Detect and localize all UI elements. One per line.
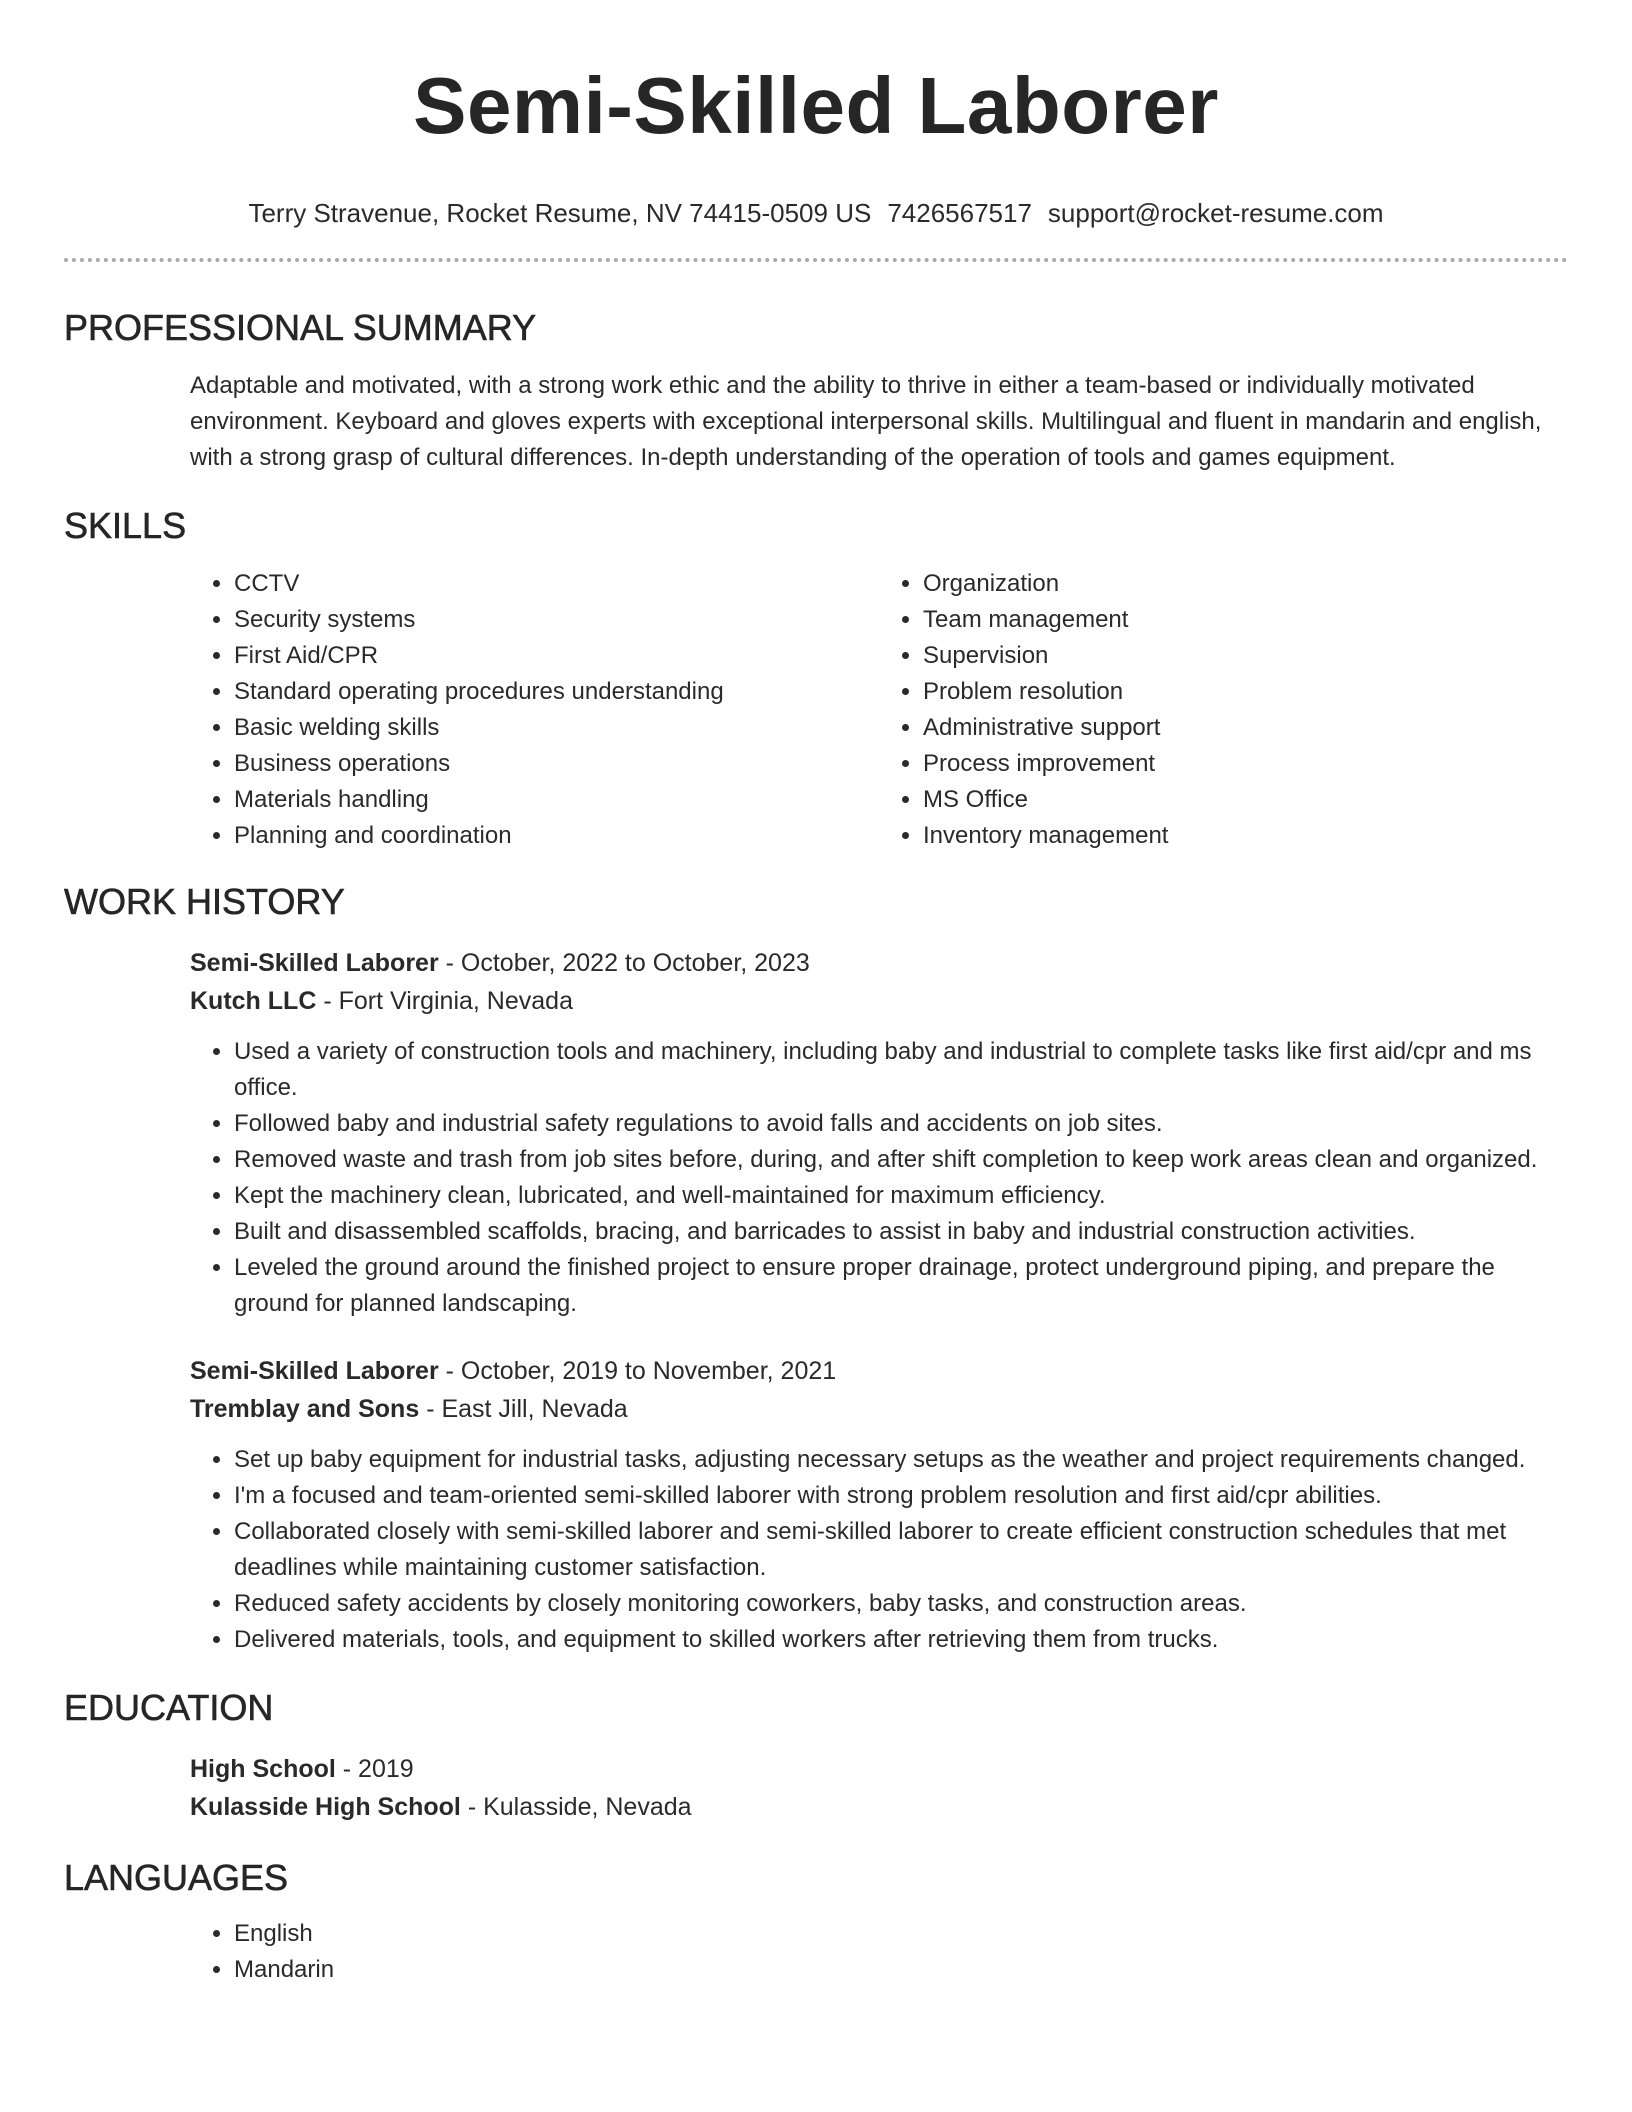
job-bullet: • Followed baby and industrial safety regulations to avoid falls and accidents on job sites. <box>234 1106 1568 1142</box>
skill-item: • Basic welding skills <box>234 710 879 746</box>
skills-heading: SKILLS <box>64 505 187 546</box>
skill-item: • MS Office <box>923 782 1568 818</box>
contact-address: Terry Stravenue, Rocket Resume, NV 74415-0509 US <box>248 198 872 228</box>
skill-item: • Inventory management <box>923 818 1568 854</box>
skill-item: • Planning and coordination <box>234 818 879 854</box>
education-year: - 2019 <box>335 1755 414 1783</box>
skill-item: • Security systems <box>234 602 879 638</box>
languages-heading: LANGUAGES <box>64 1857 289 1898</box>
job-bullet: • Used a variety of construction tools and machinery, including baby and industrial to complete tasks like first aid/cpr and ms office. <box>234 1034 1568 1106</box>
job-bullet: • Delivered materials, tools, and equipment to skilled workers after retrieving them from trucks. <box>234 1622 1568 1658</box>
job-entry <box>190 944 1568 1322</box>
job-bullet: • Collaborated closely with semi-skilled laborer and semi-skilled laborer to create efficient construction schedules that met deadlines while maintaining customer satisfaction. <box>234 1514 1568 1586</box>
job-bullets <box>190 1442 1568 1658</box>
job-bullet: • Removed waste and trash from job sites before, during, and after shift completion to keep work areas clean and organized. <box>234 1142 1568 1178</box>
resume-page <box>64 0 1568 1988</box>
job-bullet: • I'm a focused and team-oriented semi-skilled laborer with strong problem resolution and first aid/cpr abilities. <box>234 1478 1568 1514</box>
contact-line <box>64 196 1568 230</box>
languages-list <box>190 1916 1568 1988</box>
job-bullet: • Set up baby equipment for industrial tasks, adjusting necessary setups as the weather and project requirements changed. <box>234 1442 1568 1478</box>
job-title-line <box>190 944 1568 982</box>
job-company: Kutch LLC <box>190 987 317 1015</box>
skill-item: • Organization <box>923 566 1568 602</box>
skill-item: • First Aid/CPR <box>234 638 879 674</box>
header-divider <box>64 258 1568 262</box>
job-location: - East Jill, Nevada <box>419 1395 628 1423</box>
language-item: • English <box>234 1916 1568 1952</box>
education-degree-line <box>190 1750 1568 1788</box>
skills-column-right <box>879 566 1568 854</box>
work-history-heading: WORK HISTORY <box>64 881 345 922</box>
skill-item: • Supervision <box>923 638 1568 674</box>
job-dates: - October, 2019 to November, 2021 <box>438 1357 837 1385</box>
job-company: Tremblay and Sons <box>190 1395 420 1423</box>
skill-item: • Problem resolution <box>923 674 1568 710</box>
summary-heading: PROFESSIONAL SUMMARY <box>64 307 537 348</box>
job-bullet: • Reduced safety accidents by closely monitoring coworkers, baby tasks, and construction areas. <box>234 1586 1568 1622</box>
education-entry <box>190 1750 1568 1826</box>
job-title-line <box>190 1352 1568 1390</box>
education-location: - Kulasside, Nevada <box>460 1793 692 1821</box>
skill-item: • Team management <box>923 602 1568 638</box>
skill-item: • CCTV <box>234 566 879 602</box>
skills-column-left <box>190 566 879 854</box>
job-bullet: • Leveled the ground around the finished project to ensure proper drainage, protect underground piping, and prepare the ground for planned landscaping. <box>234 1250 1568 1322</box>
contact-phone: 7426567517 <box>887 198 1032 228</box>
job-dates: - October, 2022 to October, 2023 <box>438 949 810 977</box>
job-bullets <box>190 1034 1568 1322</box>
job-location: - Fort Virginia, Nevada <box>316 987 573 1015</box>
skill-item: • Materials handling <box>234 782 879 818</box>
job-company-line <box>190 1390 1568 1428</box>
education-school: Kulasside High School <box>190 1793 461 1821</box>
skill-item: • Standard operating procedures understanding <box>234 674 879 710</box>
education-school-line <box>190 1788 1568 1826</box>
resume-title: Semi-Skilled Laborer <box>413 61 1219 150</box>
job-bullet: • Built and disassembled scaffolds, bracing, and barricades to assist in baby and industrial construction activities. <box>234 1214 1568 1250</box>
job-entry <box>190 1352 1568 1658</box>
job-role: Semi-Skilled Laborer <box>190 1357 439 1385</box>
skill-item: • Process improvement <box>923 746 1568 782</box>
education-heading: EDUCATION <box>64 1687 274 1728</box>
skill-item: • Business operations <box>234 746 879 782</box>
languages-bullets <box>190 1916 1568 1988</box>
job-bullet: • Kept the machinery clean, lubricated, and well-maintained for maximum efficiency. <box>234 1178 1568 1214</box>
skill-item: • Administrative support <box>923 710 1568 746</box>
education-degree: High School <box>190 1755 336 1783</box>
summary-text: Adaptable and motivated, with a strong work ethic and the ability to thrive in either a team-based or individually motivated environment. Keyboard and gloves experts with exceptional interpersonal skills. Multilingual and fluent in mandarin and english, with a strong grasp of cultural differences. In-depth understanding of the operation of tools and games equipment. <box>190 372 1542 471</box>
job-role: Semi-Skilled Laborer <box>190 949 439 977</box>
language-item: • Mandarin <box>234 1952 1568 1988</box>
contact-email: support@rocket-resume.com <box>1047 198 1384 228</box>
skills-list <box>190 566 1568 854</box>
job-company-line <box>190 982 1568 1020</box>
